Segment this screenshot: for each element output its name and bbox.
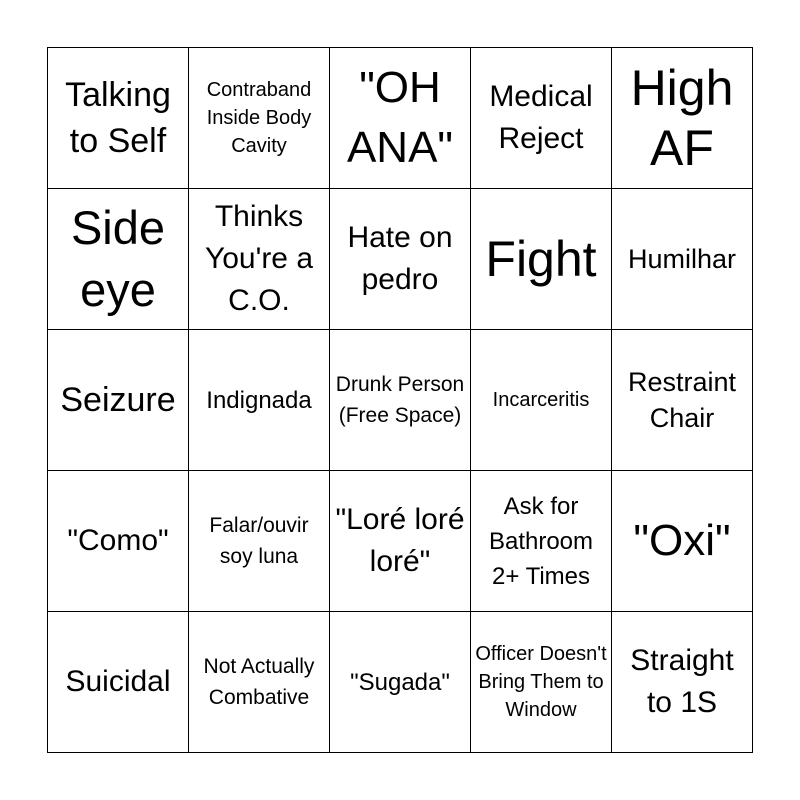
cell-text: Contraband Inside Body Cavity: [206, 79, 312, 157]
cell-text: Straight to 1S: [630, 644, 734, 719]
cell-text: Incarceritis: [492, 389, 590, 411]
bingo-cell[interactable]: [471, 612, 612, 753]
bingo-cell[interactable]: [330, 612, 471, 753]
cell-text: Seizure: [60, 381, 176, 419]
bingo-cell[interactable]: [48, 471, 189, 612]
cell-text: Ask for Bathroom 2+ Times: [488, 492, 594, 590]
bingo-cell[interactable]: [189, 189, 330, 330]
cell-text: "Sugada": [350, 668, 450, 696]
cell-text: "Oxi": [633, 516, 731, 565]
bingo-cell[interactable]: [471, 189, 612, 330]
cell-text: Medical Reject: [489, 80, 593, 155]
cell-text: High AF: [630, 60, 734, 176]
bingo-cell[interactable]: [189, 48, 330, 189]
cell-text: Drunk Person (Free Space): [335, 373, 465, 427]
bingo-cell[interactable]: [189, 612, 330, 753]
bingo-cell[interactable]: [330, 48, 471, 189]
cell-text: Suicidal: [65, 665, 171, 698]
cell-text: "Loré loré loré": [335, 503, 465, 578]
bingo-cell[interactable]: [471, 48, 612, 189]
cell-text: Humilhar: [627, 244, 737, 274]
bingo-cell[interactable]: [330, 189, 471, 330]
bingo-cell[interactable]: [48, 330, 189, 471]
cell-text: Side eye: [70, 201, 166, 316]
bingo-cell[interactable]: [330, 471, 471, 612]
cell-text: Falar/ouvir soy luna: [209, 514, 309, 568]
bingo-cell[interactable]: [48, 48, 189, 189]
bingo-cell[interactable]: [189, 471, 330, 612]
cell-text: Talking to Self: [65, 76, 171, 160]
bingo-cell[interactable]: [471, 471, 612, 612]
cell-text: Thinks You're a C.O.: [204, 200, 314, 317]
bingo-cell[interactable]: [612, 189, 753, 330]
bingo-cell[interactable]: [189, 330, 330, 471]
cell-text: Officer Doesn't Bring Them to Window: [475, 643, 607, 721]
free-space-cell[interactable]: [330, 330, 471, 471]
cell-text: Not Actually Combative: [203, 655, 315, 709]
cell-text: Indignada: [206, 386, 312, 414]
cell-text: Hate on pedro: [347, 221, 453, 296]
bingo-cell[interactable]: [612, 330, 753, 471]
bingo-cell[interactable]: [612, 471, 753, 612]
cell-text: Restraint Chair: [627, 367, 737, 433]
bingo-board: [47, 47, 753, 753]
bingo-cell[interactable]: [471, 330, 612, 471]
cell-text: Fight: [485, 231, 597, 287]
cell-text: "OH ANA": [346, 63, 454, 172]
bingo-cell[interactable]: [48, 612, 189, 753]
bingo-cell[interactable]: [612, 612, 753, 753]
cell-text: "Como": [67, 524, 169, 557]
bingo-cell[interactable]: [48, 189, 189, 330]
bingo-cell[interactable]: [612, 48, 753, 189]
